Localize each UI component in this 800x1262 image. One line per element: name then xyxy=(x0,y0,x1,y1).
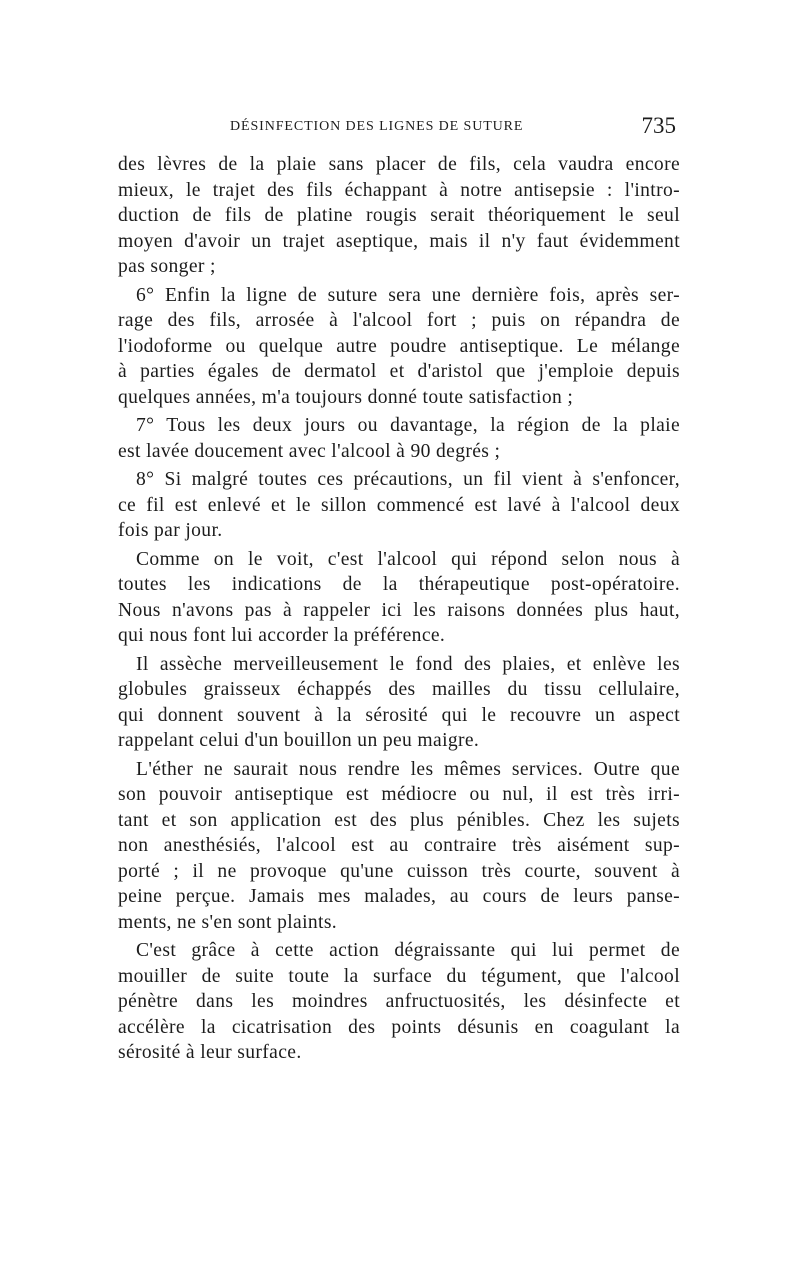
paragraph xyxy=(118,757,680,936)
text-line: ce fil est enlevé et le sillon commencé est lavé à l'alcool deux xyxy=(118,494,680,516)
text-line: à parties égales de dermatol et d'aristol que j'emploie depuis xyxy=(118,361,680,382)
text-line: toutes les indications de la thérapeutique post-opératoire. xyxy=(118,574,680,595)
text-line: globules graisseux échappés des mailles du tissu cellulaire, xyxy=(118,679,680,700)
text-line: rappelant celui d'un bouillon un peu maigre. xyxy=(118,730,480,751)
page-number: 735 xyxy=(641,113,676,138)
text-line: C'est grâce à cette action dégraissante qui lui permet de xyxy=(136,940,680,961)
paragraph xyxy=(118,547,680,649)
text-line: Comme on le voit, c'est l'alcool qui répond selon nous à xyxy=(136,548,680,570)
text-line: 6° Enfin la ligne de suture sera une dernière fois, après ser- xyxy=(136,284,680,306)
text-line: pénètre dans les moindres anfructuosités, les désinfecte et xyxy=(118,991,680,1012)
text-line: rage des fils, arrosée à l'alcool fort ; puis on répandra de xyxy=(118,310,680,331)
paragraph xyxy=(118,152,680,280)
body-text xyxy=(118,152,680,1069)
text-line: son pouvoir antiseptique est médiocre ou nul, il est très irri- xyxy=(118,784,680,805)
paragraph xyxy=(118,283,680,411)
text-line: l'iodoforme ou quelque autre poudre antiseptique. Le mélange xyxy=(118,335,680,357)
text-line: non anesthésiés, l'alcool est au contraire très aisément sup- xyxy=(118,835,680,856)
text-line: ments, ne s'en sont plaints. xyxy=(118,911,338,933)
paragraph xyxy=(118,413,680,464)
text-line: tant et son application est des plus pénibles. Chez les sujets xyxy=(118,809,680,831)
running-head xyxy=(118,113,678,143)
text-line: qui nous font lui accorder la préférence. xyxy=(118,625,446,646)
text-line: 7° Tous les deux jours ou davantage, la région de la plaie xyxy=(136,415,680,436)
text-line: qui donnent souvent à la sérosité qui le recouvre un aspect xyxy=(118,704,680,726)
text-line: des lèvres de la plaie sans placer de fils, cela vaudra encore xyxy=(118,154,680,175)
text-line: Nous n'avons pas à rappeler ici les raisons données plus haut, xyxy=(118,599,680,621)
text-line: peine perçue. Jamais mes malades, au cours de leurs panse- xyxy=(118,886,680,907)
paragraph xyxy=(118,467,680,544)
text-line: duction de fils de platine rougis serait théoriquement le seul xyxy=(118,205,680,226)
text-line: 8° Si malgré toutes ces précautions, un fil vient à s'enfoncer, xyxy=(136,469,680,490)
text-line: sérosité à leur surface. xyxy=(118,1042,302,1063)
text-line: Il assèche merveilleusement le fond des plaies, et enlève les xyxy=(136,653,680,675)
paragraph xyxy=(118,652,680,754)
text-line: porté ; il ne provoque qu'une cuisson très courte, souvent à xyxy=(118,860,680,882)
text-line: mouiller de suite toute la surface du tégument, que l'alcool xyxy=(118,965,680,987)
text-line: pas songer ; xyxy=(118,256,216,277)
text-line: moyen d'avoir un trajet aseptique, mais il n'y faut évidemment xyxy=(118,230,680,252)
running-title: DÉSINFECTION DES LIGNES DE SUTURE xyxy=(230,119,524,134)
paragraph xyxy=(118,938,680,1066)
text-line: fois par jour. xyxy=(118,520,223,541)
text-line: quelques années, m'a toujours donné toute satisfaction ; xyxy=(118,386,574,408)
text-line: mieux, le trajet des fils échappant à notre antisepsie : l'intro- xyxy=(118,179,680,201)
text-line: est lavée doucement avec l'alcool à 90 degrés ; xyxy=(118,440,501,462)
text-line: accélère la cicatrisation des points désunis en coagulant la xyxy=(118,1016,680,1038)
text-line: L'éther ne saurait nous rendre les mêmes services. Outre que xyxy=(136,758,680,780)
